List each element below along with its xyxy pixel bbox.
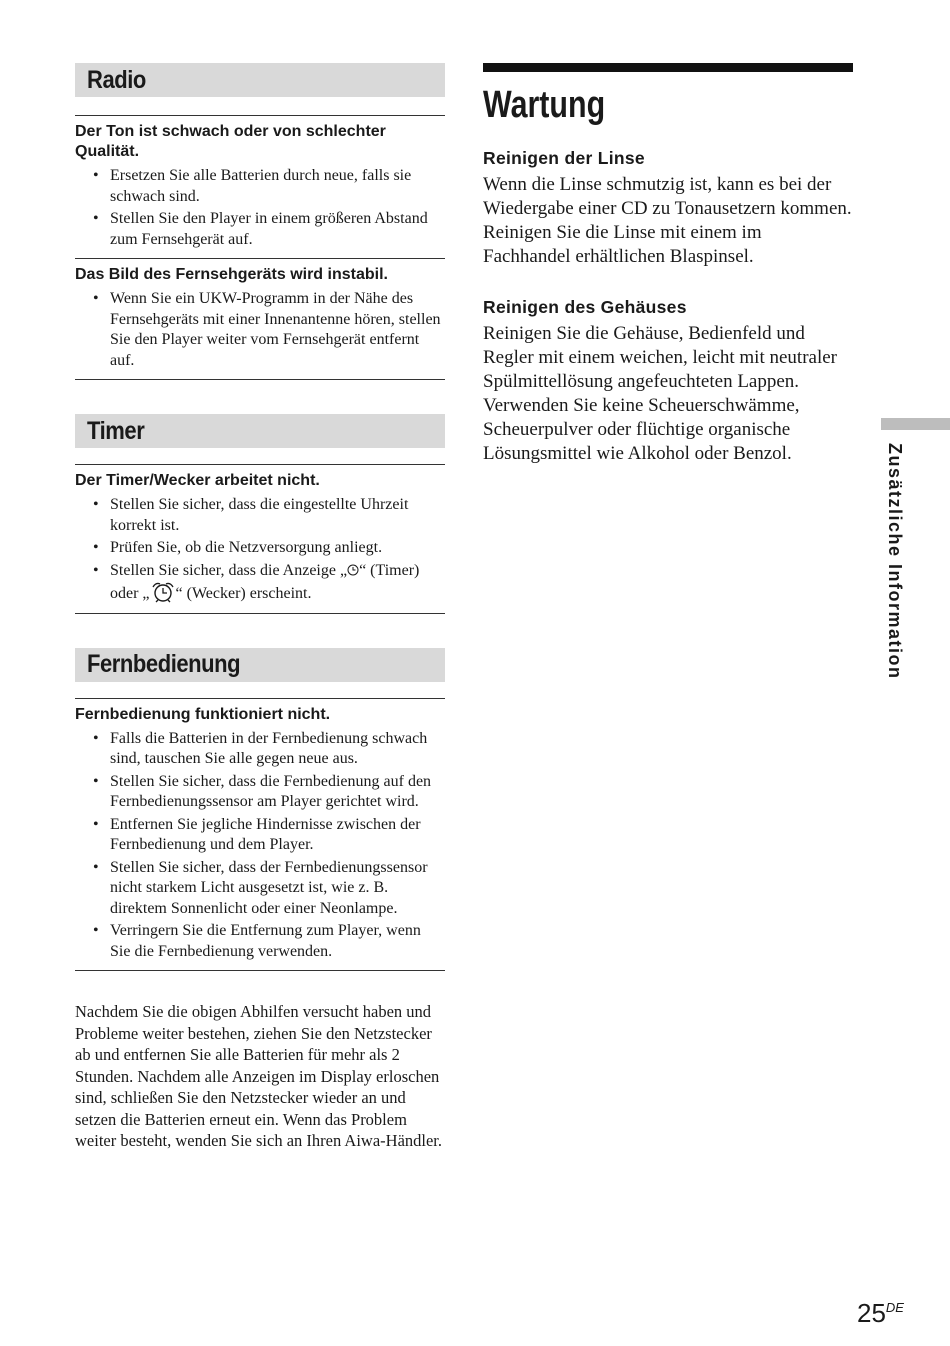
solution-list bbox=[75, 495, 445, 605]
problem-title: Der Ton ist schwach oder von schlechter Qualität. bbox=[75, 123, 386, 160]
solution-item: • Verringern Sie die Entfernung zum Player, wenn Sie die Fernbedienung verwenden. bbox=[75, 921, 445, 962]
section-heading-radio: Radio bbox=[75, 63, 445, 97]
page-language-suffix: DE bbox=[885, 1300, 904, 1315]
alarm-clock-icon bbox=[150, 581, 176, 603]
problem-block bbox=[75, 698, 445, 972]
problem-title: Der Timer/Wecker arbeitet nicht. bbox=[75, 472, 320, 489]
timer-icon bbox=[347, 564, 359, 576]
problem-block bbox=[75, 464, 445, 614]
solution-item: • Prüfen Sie, ob die Netzversorgung anliegt. bbox=[75, 538, 445, 559]
solution-item: • Stellen Sie den Player in einem größeren Abstand zum Fernsehgerät auf. bbox=[75, 209, 445, 250]
left-column bbox=[75, 63, 445, 1168]
subheading-housing: Reinigen des Gehäuses bbox=[483, 297, 687, 317]
solution-list bbox=[75, 289, 445, 371]
page-number: 25DE bbox=[857, 1298, 904, 1328]
problem-title: Das Bild des Fernsehgeräts wird instabil. bbox=[75, 266, 388, 283]
problem-block bbox=[75, 115, 445, 258]
solution-list bbox=[75, 729, 445, 963]
right-column bbox=[483, 63, 853, 466]
side-tab-marker bbox=[881, 418, 950, 430]
solution-item: • Stellen Sie sicher, dass die eingestellte Uhrzeit korrekt ist. bbox=[75, 495, 445, 536]
problem-block bbox=[75, 258, 445, 380]
solution-list bbox=[75, 166, 445, 250]
solution-item: • Stellen Sie sicher, dass der Fernbedienungssensor nicht starkem Licht ausgesetzt ist, wie z. B. direktem Sonnenlicht oder einer Neonlampe. bbox=[75, 858, 445, 920]
closing-paragraph: Nachdem Sie die obigen Abhilfen versucht haben und Probleme weiter bestehen, ziehen Sie den Netzstecker ab und entfernen Sie alle Batterien für mehr als 2 Stunden. Nachdem alle Anzeigen im Display erloschen sind, schließen Sie den Netzstecker wieder an und setzen die Batterien erneut ein. Wenn das Problem weiter besteht, wenden Sie sich an Ihren Aiwa-Händler. bbox=[75, 1002, 443, 1150]
solution-item: • Wenn Sie ein UKW-Programm in der Nähe des Fernsehgeräts mit einer Innenantenne hören, stellen Sie den Player weiter vom Fernsehgerät entfernt auf. bbox=[75, 289, 445, 371]
section-heading-remote: Fernbedienung bbox=[75, 648, 445, 682]
side-section-label: Zusätzliche Information bbox=[885, 443, 905, 680]
page-title: Wartung bbox=[483, 84, 606, 126]
solution-item: • Stellen Sie sicher, dass die Anzeige „ “ (Timer) oder „ “ (Wecker) erscheint. bbox=[75, 561, 445, 605]
solution-item: • Falls die Batterien in der Fernbedienung schwach sind, tauschen Sie alle gegen neue aus. bbox=[75, 729, 445, 770]
solution-item: • Ersetzen Sie alle Batterien durch neue, falls sie schwach sind. bbox=[75, 166, 445, 207]
paragraph-housing: Reinigen Sie die Gehäuse, Bedienfeld und Regler mit einem weichen, leicht mit neutraler Spülmittellösung angefeuchteten Lappen. Verwenden Sie keine Scheuerschwämme, Scheuerpulver oder flüchtige organische Lösungsmittel wie Alkohol oder Benzol. bbox=[483, 323, 838, 464]
problem-title: Fernbedienung funktioniert nicht. bbox=[75, 705, 331, 723]
paragraph-lens: Wenn die Linse schmutzig ist, kann es bei der Wiedergabe einer CD zu Tonausetzern kommen. Reinigen Sie die Linse mit einem im Fachhandel erhältlichen Blaspinsel. bbox=[483, 174, 852, 267]
solution-item: • Entfernen Sie jegliche Hindernisse zwischen der Fernbedienung und dem Player. bbox=[75, 815, 445, 856]
section-heading-timer: Timer bbox=[75, 414, 445, 448]
title-rule bbox=[483, 63, 853, 72]
solution-item: • Stellen Sie sicher, dass die Fernbedienung auf den Fernbedienungssensor am Player gerichtet wird. bbox=[75, 772, 445, 813]
subheading-lens: Reinigen der Linse bbox=[483, 148, 645, 168]
